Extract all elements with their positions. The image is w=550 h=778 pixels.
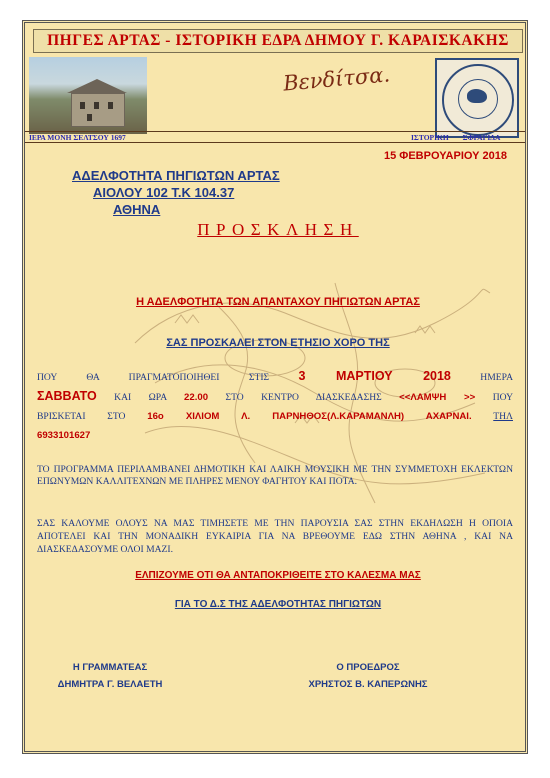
address-line-1: ΑΔΕΛΦΟΤΗΤΑ ΠΗΓΙΩΤΩΝ ΑΡΤΑΣ (72, 168, 280, 183)
event-venue: <<ΛΑΜΨΗ >> (399, 392, 476, 403)
phone-label: ΤΗΛ (493, 411, 513, 422)
monastery-photo (29, 57, 147, 134)
event-time: 22.00 (184, 392, 209, 403)
historic-signature: Βενδίτσα. (282, 62, 391, 96)
event-day: ΣΑΒΒΑΤΟ (37, 389, 97, 403)
president-name: ΧΡΗΣΤΟΣ Β. ΚΑΠΕΡΩΝΗΣ (308, 679, 428, 690)
event-text: ΣΤΟ ΚΕΝΤΡΟ ΔΙΑΣΚΕΔΑΣΗΣ (208, 392, 400, 403)
divider (25, 131, 528, 132)
event-date: 3 ΜΑΡΤΙΟΥ 2018 (298, 369, 451, 383)
invitation-subtitle: Η ΑΔΕΛΦΟΤΗΤΑ ΤΩΝ ΑΠΑΝΤΑΧΟΥ ΠΗΓΙΩΤΩΝ ΑΡΤΑΣ (136, 296, 420, 308)
address-line-3: ΑΘΗΝΑ (113, 202, 161, 217)
invite-line: ΣΑΣ ΠΡΟΣΚΑΛΕΙ ΣΤΟΝ ΕΤΗΣΙΟ ΧΟΡΟ ΤΗΣ (166, 337, 390, 349)
board-line: ΓΙΑ ΤΟ Δ.Σ ΤΗΣ ΑΔΕΛΦΟΤΗΤΑΣ ΠΗΓΙΩΤΩΝ (174, 599, 382, 610)
program-paragraph: ΤΟ ΠΡΟΓΡΑΜΜΑ ΠΕΡΙΛΑΜΒΑΝΕΙ ΔΗΜΟΤΙΚΗ ΚΑΙ ΛΑΙΚΗ ΜΟΥΣΙΚΗ ΜΕ ΤΗΝ ΣΥΜΜΕΤΟΧΗ ΕΚΛΕΚΤΩΝ ΕΠΩΝΥΜΩΝ ΚΑΛΛΙΤΕΧΝΩΝ ΜΕ ΠΛΗΡΕΣ ΜΕΝΟΥ ΦΑΓΗΤΟΥ ΚΑΙ ΠΟΤΑ. (37, 464, 513, 487)
event-location: 16ο ΧΙΛΙΟΜ Λ. ΠΑΡΝΗΘΟΣ(Λ.ΚΑΡΑΜΑΝΛΗ) ΑΧΑΡΝΑΙ. (147, 411, 472, 422)
secretary-title: Η ΓΡΑΜΜΑΤΕΑΣ (72, 662, 148, 673)
event-text: ΚΑΙ ΩΡΑ (96, 392, 185, 403)
phone-number: 6933101627 (37, 430, 91, 441)
photo-caption: ΙΕΡΑ ΜΟΝΗ ΣΕΛΤΣΟΥ 1697 (29, 133, 126, 142)
event-details (37, 367, 513, 445)
closing-line: ΕΛΠΙΖΟΥΜΕ ΟΤΙ ΘΑ ΑΝΤΑΠΟΚΡΙΘΕΙΤΕ ΣΤΟ ΚΑΛΕΣΜΑ ΜΑΣ (135, 570, 421, 581)
event-text: ΠΟΥ ΘΑ ΠΡΑΓΜΑΤΟΠΟΙΗΘΕΙ ΣΤΙΣ (37, 372, 299, 383)
secretary-signature-block (35, 659, 185, 693)
invitation-title: ΠΡΟΣΚΛΗΣΗ (197, 220, 359, 239)
seal-caption: ΙΣΤΟΡΙΚΗ ΣΦΡΑΓΙΔΑ (411, 133, 501, 142)
historic-seal (435, 58, 519, 138)
header-banner: ΠΗΓΕΣ ΑΡΤΑΣ - ΙΣΤΟΡΙΚΗ ΕΔΡΑ ΔΗΜΟΥ Γ. ΚΑΡΑΙΣΚΑΚΗΣ (33, 29, 523, 53)
letter-date: 15 ΦΕΒΡΟΥΑΡΙΟΥ 2018 (384, 150, 507, 162)
event-text: ΗΜΕΡΑ (450, 372, 514, 383)
secretary-name: ΔΗΜΗΤΡΑ Γ. ΒΕΛΑΕΤΗ (57, 679, 163, 690)
president-signature-block (283, 659, 453, 693)
invitation-page (22, 20, 528, 754)
address-line-2: ΑΙΟΛΟΥ 102 Τ.Κ 104.37 (93, 185, 235, 200)
president-title: Ο ΠΡΟΕΔΡΟΣ (336, 662, 400, 673)
event-text: ΒΡΙΣΚΕΤΑΙ ΣΤΟ (37, 411, 148, 422)
request-paragraph: ΣΑΣ ΚΑΛΟΥΜΕ ΟΛΟΥΣ ΝΑ ΜΑΣ ΤΙΜΗΣΕΤΕ ΜΕ ΤΗΝ ΠΑΡΟΥΣΙΑ ΣΑΣ ΣΤΗΝ ΕΚΔΗΛΩΣΗ Η ΟΠΟΙΑ ΑΠΟΤΕΛΕΙ ΚΑΙ ΤΗΝ ΜΟΝΑΔΙΚΗ ΕΥΚΑΙΡΙΑ ΓΙΑ ΝΑ ΒΡΕΘΟΥΜΕ ΕΔΩ ΣΤΗΝ ΑΘΗΝΑ , ΚΑΙ ΝΑ ΔΙΑΣΚΕΔΑΣΟΥΜΕ ΟΛΟΙ ΜΑΖΙ. (37, 518, 513, 555)
divider (25, 142, 528, 143)
event-text: ΠΟΥ (475, 392, 513, 403)
